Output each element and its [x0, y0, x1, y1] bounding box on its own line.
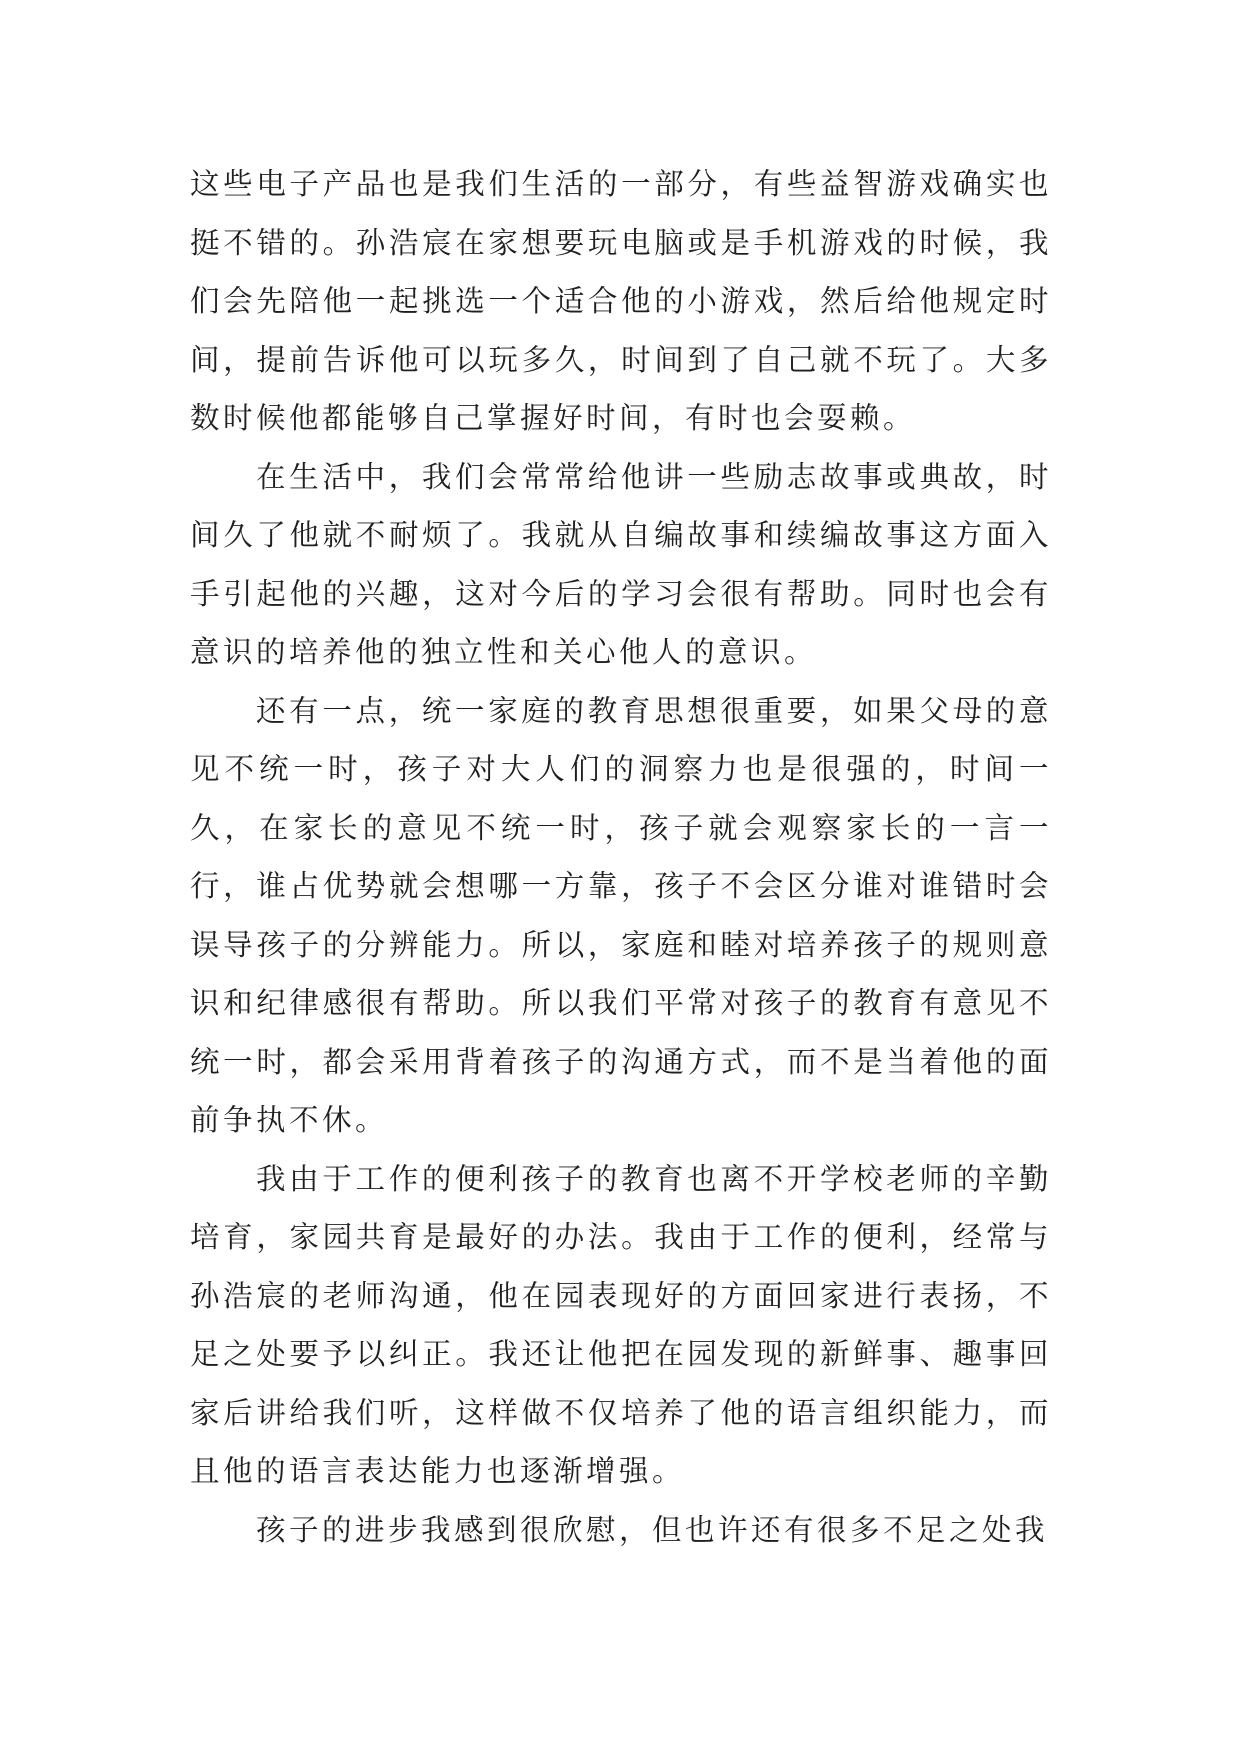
paragraph-1: 这些电子产品也是我们生活的一部分，有些益智游戏确实也挺不错的。孙浩宸在家想要玩电脑或是手机游戏的时候，我们会先陪他一起挑选一个适合他的小游戏，然后给他规定时间，提前告诉他可以玩多久，时间到了自己就不玩了。大多数时候他都能够自己掌握好时间，有时也会耍赖。 [190, 167, 1052, 435]
document-page [190, 155, 1052, 1559]
paragraph-2: 在生活中，我们会常常给他讲一些励志故事或典故，时间久了他就不耐烦了。我就从自编故事和续编故事这方面入手引起他的兴趣，这对今后的学习会很有帮助。同时也会有意识的培养他的独立性和关心他人的意识。 [190, 459, 1052, 669]
paragraph-3: 还有一点，统一家庭的教育思想很重要，如果父母的意见不统一时，孩子对大人们的洞察力也是很强的，时间一久，在家长的意见不统一时，孩子就会观察家长的一言一行，谁占优势就会想哪一方靠，孩子不会区分谁对谁错时会误导孩子的分辨能力。所以，家庭和睦对培养孩子的规则意识和纪律感很有帮助。所以我们平常对孩子的教育有意见不统一时，都会采用背着孩子的沟通方式，而不是当着他的面前争执不休。 [190, 693, 1052, 1137]
paragraph-5: 孩子的进步我感到很欣慰，但也许还有很多不足之处我 [256, 1512, 1049, 1547]
paragraph-4: 我由于工作的便利孩子的教育也离不开学校老师的辛勤培育，家园共育是最好的办法。我由于工作的便利，经常与孙浩宸的老师沟通，他在园表现好的方面回家进行表扬，不足之处要予以纠正。我还让他把在园发现的新鲜事、趣事回家后讲给我们听，这样做不仅培养了他的语言组织能力，而且他的语言表达能力也逐渐增强。 [190, 1161, 1052, 1488]
